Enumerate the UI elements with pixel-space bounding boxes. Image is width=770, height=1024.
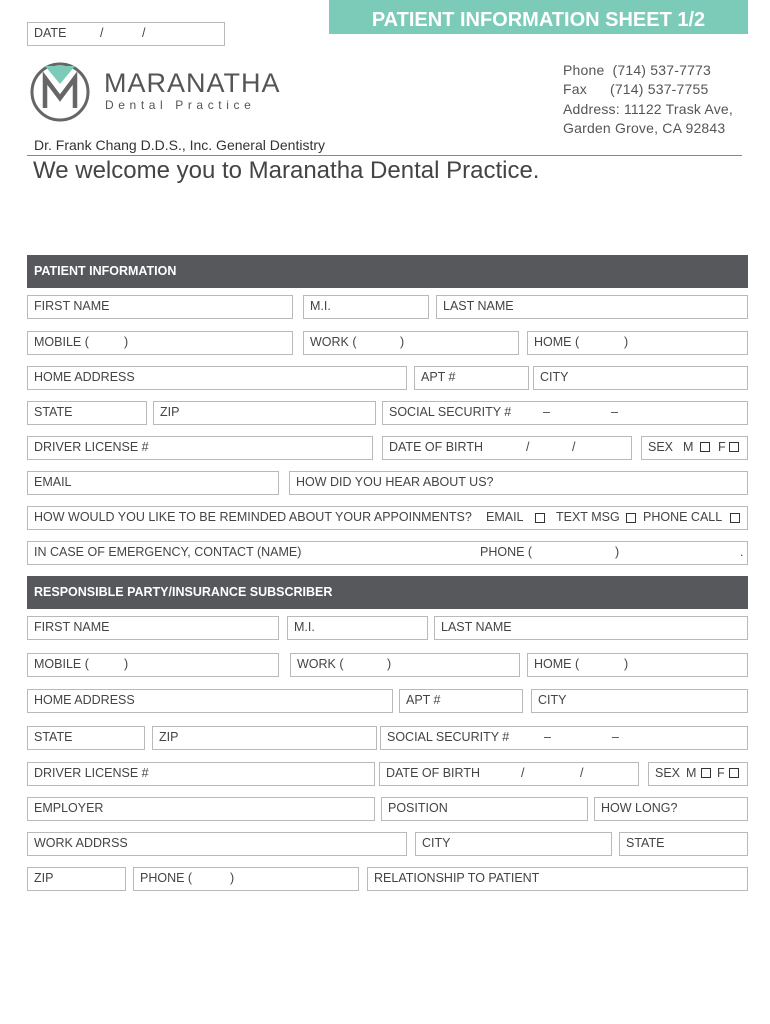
reminder-email-checkbox[interactable]: [535, 513, 545, 523]
patient-ssn-field[interactable]: SOCIAL SECURITY # – –: [382, 401, 748, 425]
patient-mobile-field[interactable]: MOBILE ( ): [27, 331, 293, 355]
resp-dob-field[interactable]: DATE OF BIRTH / /: [379, 762, 639, 786]
resp-work-phone-field[interactable]: PHONE ( ): [133, 867, 359, 891]
resp-relationship-field[interactable]: RELATIONSHIP TO PATIENT: [367, 867, 748, 891]
patient-mi-field[interactable]: M.I.: [303, 295, 429, 319]
doctor-line: Dr. Frank Chang D.D.S., Inc. General Dentistry: [34, 137, 325, 153]
maranatha-logo-icon: [28, 60, 92, 124]
resp-sex-field: SEX M F: [648, 762, 748, 786]
patient-home-field[interactable]: HOME ( ): [527, 331, 748, 355]
patient-state-field[interactable]: STATE: [27, 401, 147, 425]
resp-ssn-field[interactable]: SOCIAL SECURITY # – –: [380, 726, 748, 750]
resp-position-field[interactable]: POSITION: [381, 797, 588, 821]
patient-reminder-field: HOW WOULD YOU LIKE TO BE REMINDED ABOUT YOUR APPOINMENTS? EMAIL TEXT MSG PHONE CALL: [27, 506, 748, 530]
patient-apt-field[interactable]: APT #: [414, 366, 529, 390]
patient-zip-field[interactable]: ZIP: [153, 401, 376, 425]
resp-work-address-field[interactable]: WORK ADDRSS: [27, 832, 407, 856]
resp-mi-field[interactable]: M.I.: [287, 616, 428, 640]
welcome-heading: We welcome you to Maranatha Dental Practice.: [33, 157, 540, 184]
resp-home-address-field[interactable]: HOME ADDRESS: [27, 689, 393, 713]
patient-driver-license-field[interactable]: DRIVER LICENSE #: [27, 436, 373, 460]
phone-line: Phone (714) 537-7773: [563, 62, 712, 78]
patient-sex-female-checkbox[interactable]: [729, 442, 739, 452]
resp-first-name-field[interactable]: FIRST NAME: [27, 616, 279, 640]
patient-home-address-field[interactable]: HOME ADDRESS: [27, 366, 407, 390]
resp-sex-female-checkbox[interactable]: [729, 768, 739, 778]
date-field[interactable]: DATE / /: [27, 22, 225, 46]
address-line-1: Address: 11122 Trask Ave,: [563, 101, 733, 117]
fax-line: Fax (714) 537-7755: [563, 81, 709, 97]
resp-zip-field[interactable]: ZIP: [152, 726, 377, 750]
resp-employer-field[interactable]: EMPLOYER: [27, 797, 375, 821]
reminder-text-checkbox[interactable]: [626, 513, 636, 523]
form-title-banner: PATIENT INFORMATION SHEET 1/2: [329, 0, 748, 34]
reminder-phone-checkbox[interactable]: [730, 513, 740, 523]
patient-last-name-field[interactable]: LAST NAME: [436, 295, 748, 319]
resp-apt-field[interactable]: APT #: [399, 689, 523, 713]
patient-dob-field[interactable]: DATE OF BIRTH / /: [382, 436, 632, 460]
header-divider: [27, 155, 742, 156]
patient-email-field[interactable]: EMAIL: [27, 471, 279, 495]
section-responsible-party: RESPONSIBLE PARTY/INSURANCE SUBSCRIBER: [27, 576, 748, 609]
resp-work-zip-field[interactable]: ZIP: [27, 867, 126, 891]
logo-subtitle: Dental Practice: [105, 98, 256, 112]
resp-work-field[interactable]: WORK ( ): [290, 653, 520, 677]
logo-name: MARANATHA: [104, 68, 281, 98]
resp-how-long-field[interactable]: HOW LONG?: [594, 797, 748, 821]
patient-city-field[interactable]: CITY: [533, 366, 748, 390]
resp-work-state-field[interactable]: STATE: [619, 832, 748, 856]
patient-emergency-contact-field[interactable]: IN CASE OF EMERGENCY, CONTACT (NAME) PHONE ( ) .: [27, 541, 748, 565]
patient-work-field[interactable]: WORK ( ): [303, 331, 519, 355]
patient-sex-male-checkbox[interactable]: [700, 442, 710, 452]
resp-state-field[interactable]: STATE: [27, 726, 145, 750]
patient-referral-field[interactable]: HOW DID YOU HEAR ABOUT US?: [289, 471, 748, 495]
resp-sex-male-checkbox[interactable]: [701, 768, 711, 778]
resp-last-name-field[interactable]: LAST NAME: [434, 616, 748, 640]
patient-sex-field: SEX M F: [641, 436, 748, 460]
resp-home-field[interactable]: HOME ( ): [527, 653, 748, 677]
resp-mobile-field[interactable]: MOBILE ( ): [27, 653, 279, 677]
address-line-2: Garden Grove, CA 92843: [563, 120, 726, 136]
resp-city-field[interactable]: CITY: [531, 689, 748, 713]
resp-work-city-field[interactable]: CITY: [415, 832, 612, 856]
patient-first-name-field[interactable]: FIRST NAME: [27, 295, 293, 319]
section-patient-information: PATIENT INFORMATION: [27, 255, 748, 288]
resp-driver-license-field[interactable]: DRIVER LICENSE #: [27, 762, 375, 786]
